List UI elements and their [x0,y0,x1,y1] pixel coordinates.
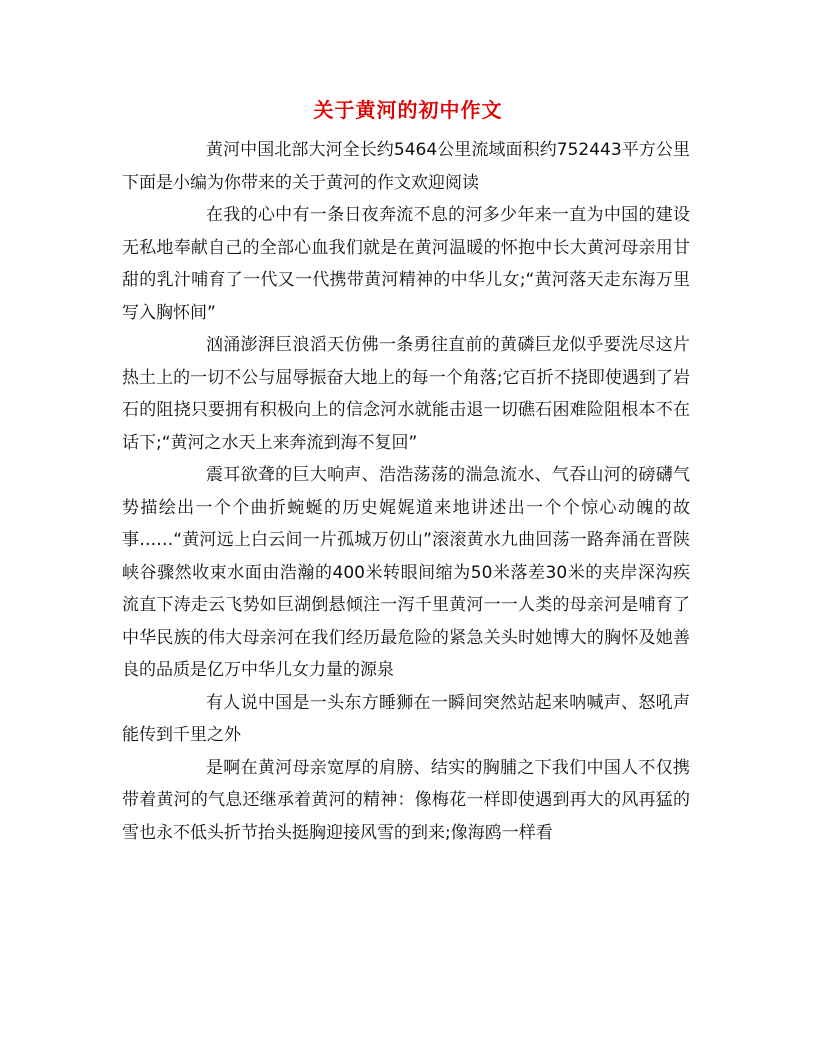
paragraph-intro: 黄河中国北部大河全长约5464公里流域面积约752443平方公里下面是小编为你带来的关于黄河的作文欢迎阅读 [122,140,690,193]
paragraph-eastern-lion: 有人说中国是一头东方睡狮在一瞬间突然站起来呐喊声、怒吼声能传到千里之外 [122,692,690,745]
document-body [122,134,690,849]
paragraph-surging-waves: 汹涌澎湃巨浪滔天仿佛一条勇往直前的黄磷巨龙似乎要洗尽这片热土上的一切不公与屈辱振奋大地上的每一个角落;它百折不挠即使遇到了岩石的阻挠只要拥有积极向上的信念河水就能击退一切礁石困难险阻根本不在话下;“黄河之水天上来奔流到海不复回” [122,335,690,453]
paragraph-inherit-spirit: 是啊在黄河母亲宽厚的肩膀、结实的胸脯之下我们中国人不仅携带着黄河的气息还继承着黄河的精神：像梅花一样即使遇到再大的风再猛的雪也永不低头折节抬头挺胸迎接风雪的到来;像海鸥一样看 [122,757,690,843]
paragraph-river-in-heart: 在我的心中有一条日夜奔流不息的河多少年来一直为中国的建设无私地奉献自己的全部心血我们就是在黄河温暖的怀抱中长大黄河母亲用甘甜的乳汁哺育了一代又一代携带黄河精神的中华儿女;“黄河落天走东海万里写入胸怀间” [122,205,690,323]
paragraph-thunderous-roar: 震耳欲聋的巨大响声、浩浩荡荡的湍急流水、气吞山河的磅礴气势描绘出一个个曲折蜿蜒的历史娓娓道来地讲述出一个个惊心动魄的故事……“黄河远上白云间一片孤城万仞山”滚滚黄水九曲回荡一路奔涌在晋陕峡谷骤然收束水面由浩瀚的400米转眼间缩为50米落差30米的夹岸深沟疾流直下涛走云飞势如巨湖倒悬倾注一泻千里黄河一一人类的母亲河是哺育了中华民族的伟大母亲河在我们经历最危险的紧急关头时她博大的胸怀及她善良的品质是亿万中华儿女力量的源泉 [122,465,690,680]
document-title: 关于黄河的初中作文 [313,98,503,122]
